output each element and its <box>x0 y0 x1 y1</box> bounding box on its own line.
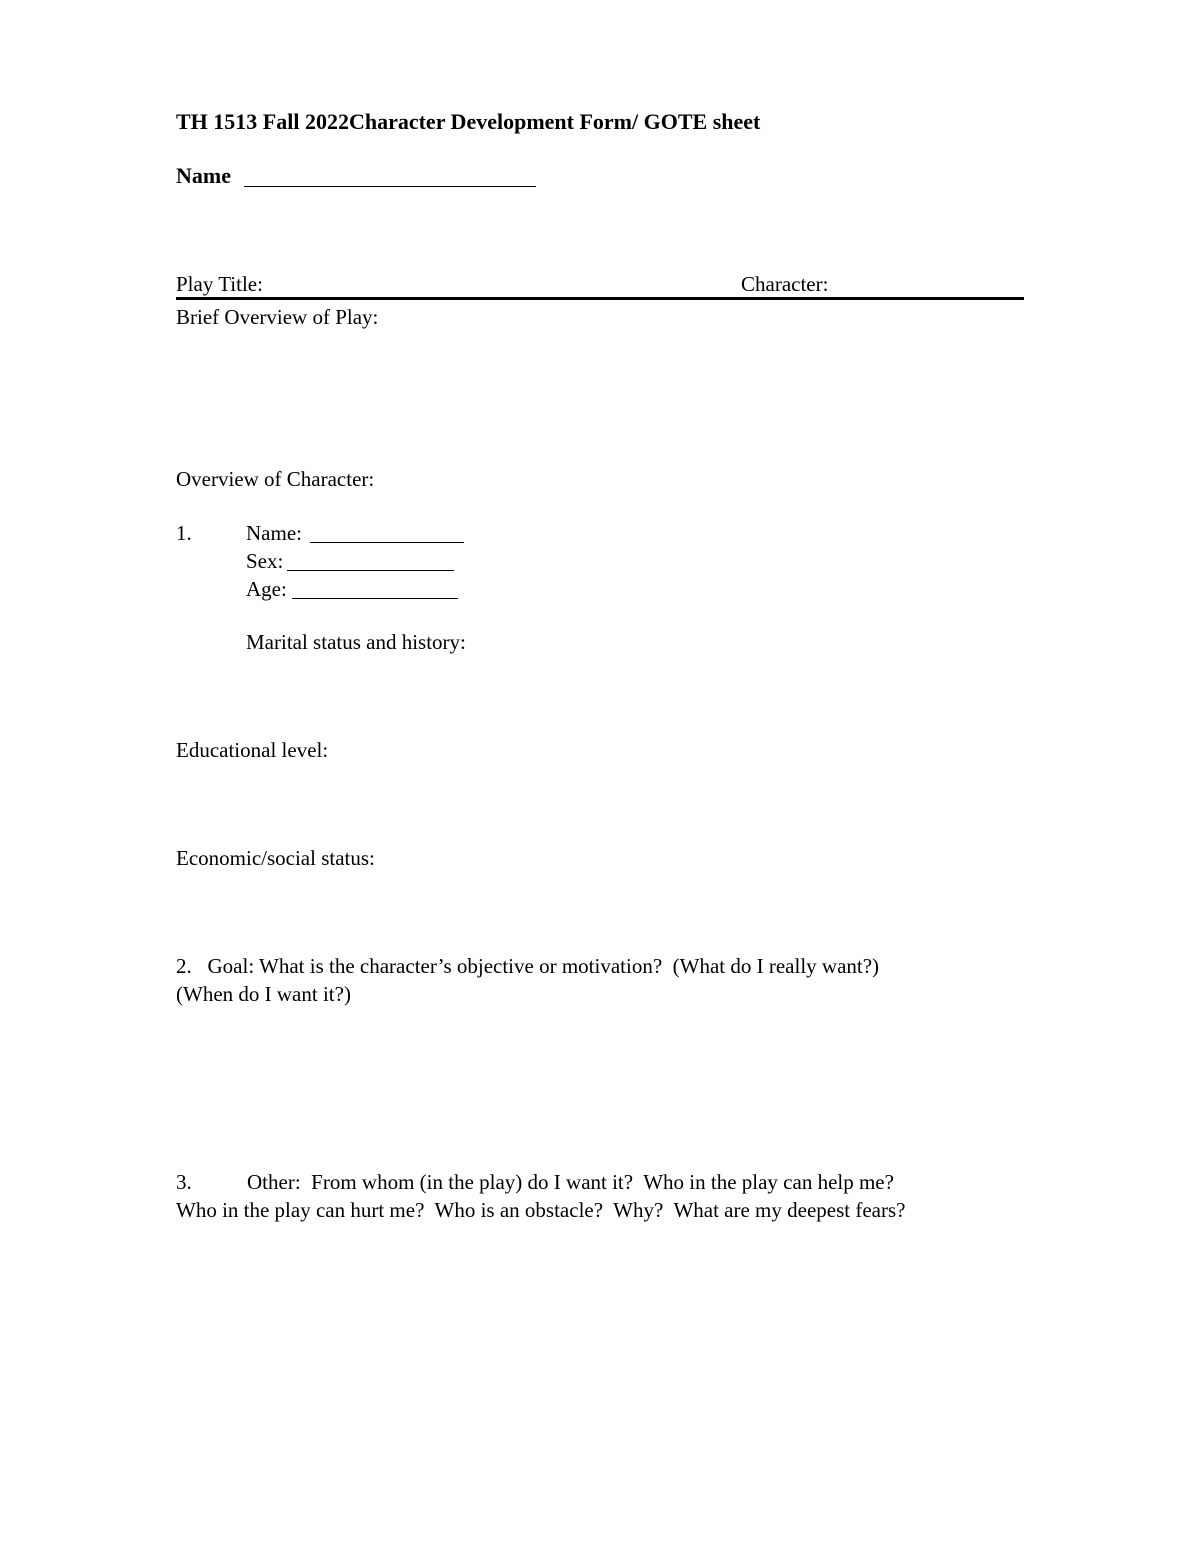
header-rule <box>176 297 1024 300</box>
sex-blank[interactable] <box>287 570 454 571</box>
goal-question-line-1: 2. Goal: What is the character’s objective or motivation? (What do I really want?) <box>176 954 880 978</box>
brief-overview-label: Brief Overview of Play: <box>176 305 379 329</box>
overview-character-label: Overview of Character: <box>176 467 375 491</box>
economic-status-label: Economic/social status: <box>176 846 375 870</box>
character-label: Character: <box>741 272 829 296</box>
age-label: Age: <box>246 577 287 601</box>
item-1-number: 1. <box>176 521 192 545</box>
character-name-label: Name: <box>246 521 302 545</box>
other-question-line-1: Other: From whom (in the play) do I want it? Who in the play can help me? <box>247 1170 894 1194</box>
play-title-label: Play Title: <box>176 272 263 296</box>
sex-label: Sex: <box>246 549 284 573</box>
other-question-line-2: Who in the play can hurt me? Who is an obstacle? Why? What are my deepest fears? <box>176 1198 906 1222</box>
age-blank[interactable] <box>292 598 458 599</box>
document-title: TH 1513 Fall 2022Character Development Form/ GOTE sheet <box>176 109 761 134</box>
educational-level-label: Educational level: <box>176 738 329 762</box>
name-label: Name <box>176 163 231 188</box>
goal-question-line-2: (When do I want it?) <box>176 982 351 1006</box>
item-3-number: 3. <box>176 1170 192 1194</box>
character-name-blank[interactable] <box>310 542 464 543</box>
name-blank[interactable] <box>244 186 536 187</box>
marital-status-label: Marital status and history: <box>246 630 466 654</box>
